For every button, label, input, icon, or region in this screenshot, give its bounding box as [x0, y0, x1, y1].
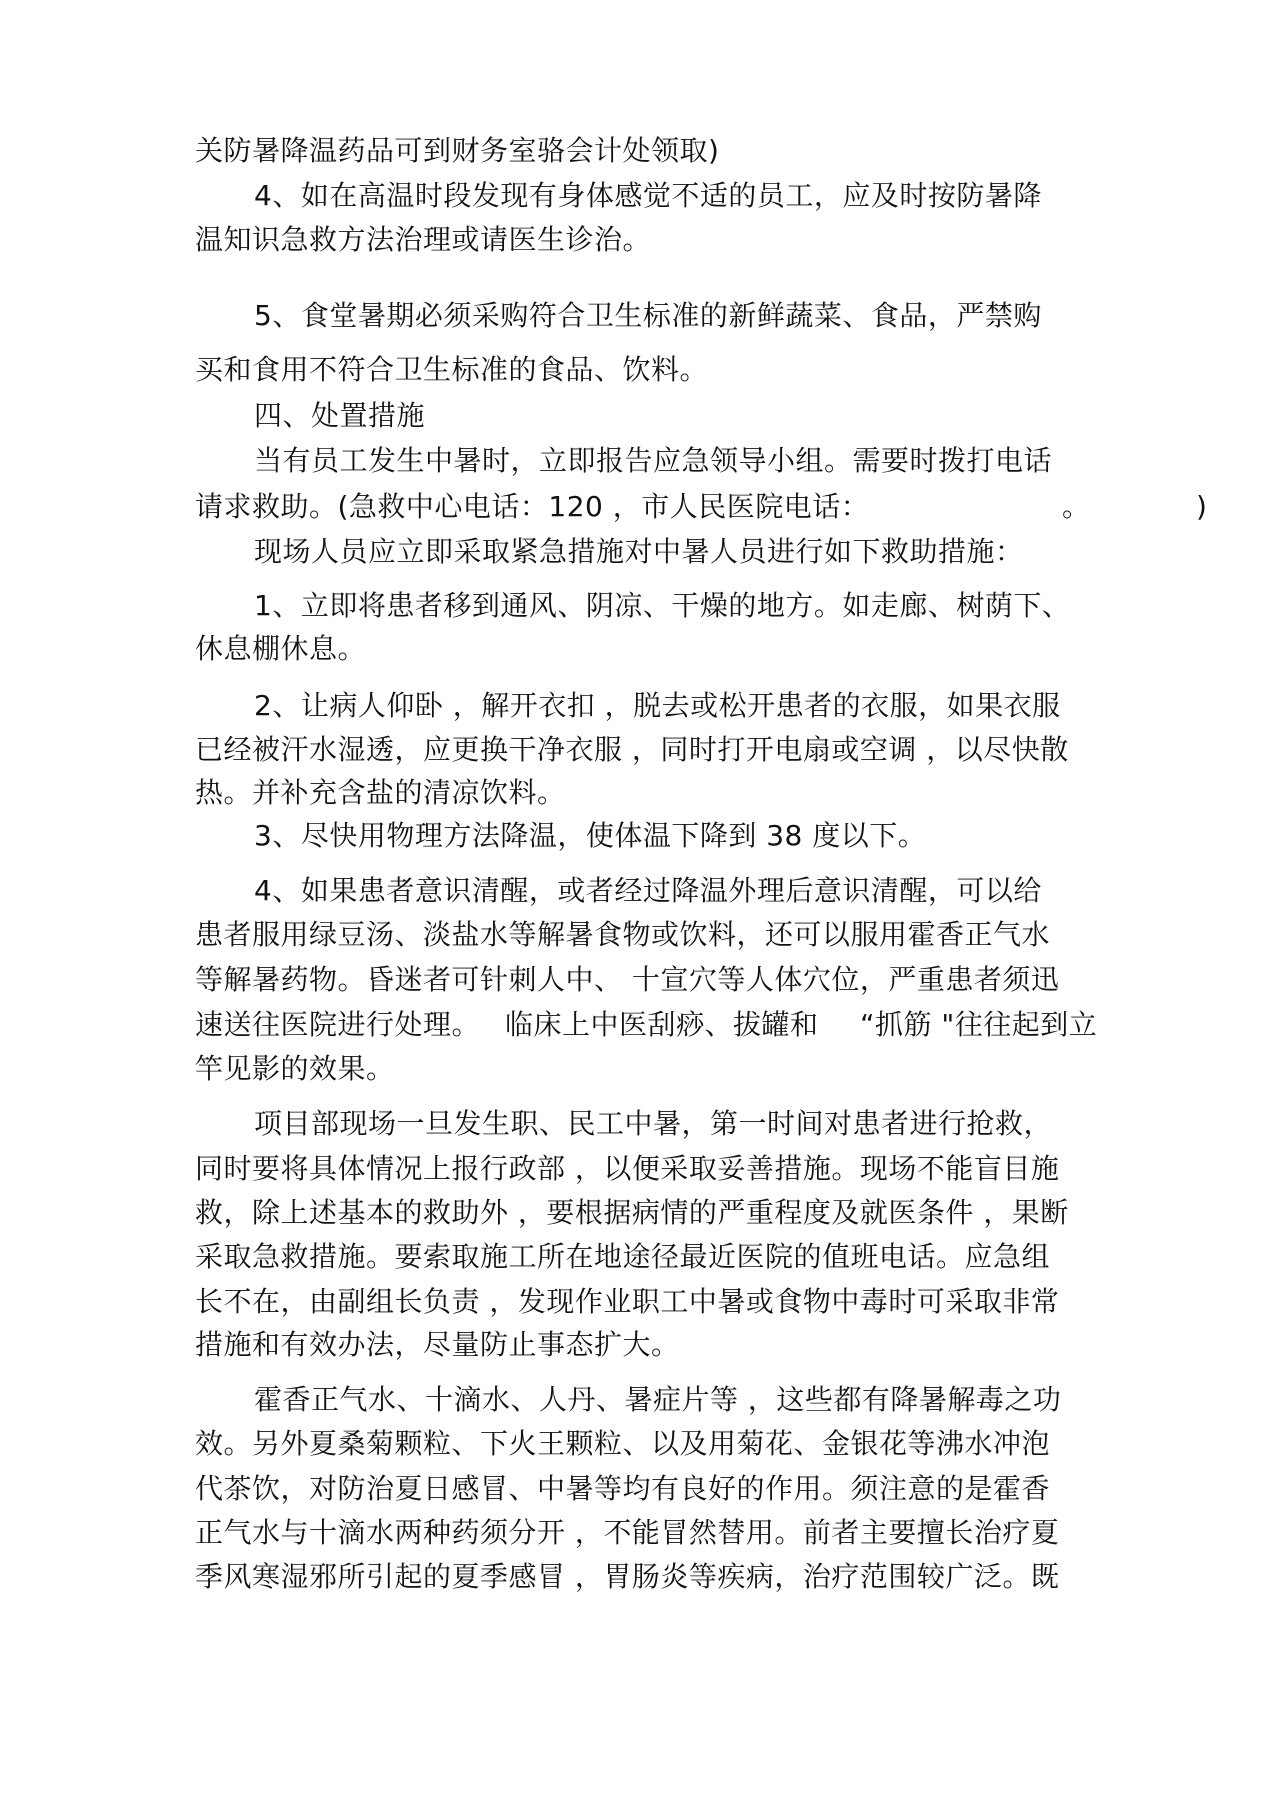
text-line: 5、食堂暑期必须采购符合卫生标准的新鲜蔬菜、食品，严禁购	[254, 299, 1042, 332]
text-line: 季风寒湿邪所引起的夏季感冒 ，胃肠炎等疾病，治疗范围较广泛。既	[195, 1560, 1060, 1593]
section-heading: 四、处置措施	[254, 399, 426, 432]
text-line: 同时要将具体情况上报行政部 ，以便采取妥善措施。现场不能盲目施	[195, 1152, 1060, 1185]
text-line: 。	[1062, 490, 1091, 523]
text-line: 1、立即将患者移到通风、阴凉、干燥的地方。如走廊、树荫下、	[254, 589, 1071, 622]
text-line: 代茶饮，对防治夏日感冒、中暑等均有良好的作用。须注意的是霍香	[195, 1472, 1051, 1505]
text-line: 患者服用绿豆汤、淡盐水等解暑食物或饮料，还可以服用霍香正气水	[195, 918, 1051, 951]
text-line: 霍香正气水、十滴水、人丹、暑症片等 ，这些都有降暑解毒之功	[254, 1383, 1062, 1416]
text-line: 项目部现场一旦发生职、民工中暑，第一时间对患者进行抢救，	[254, 1107, 1053, 1140]
text-line: 长不在，由副组长负责 ，发现作业职工中暑或食物中毒时可采取非常	[195, 1285, 1060, 1318]
text-line: 临床上中医刮痧、拔罐和	[505, 1008, 819, 1041]
text-line: 热。并补充含盐的清凉饮料。	[195, 776, 566, 809]
text-line: 采取急救措施。要索取施工所在地途径最近医院的值班电话。应急组	[195, 1240, 1051, 1273]
text-line: 关防暑降温药品可到财务室骆会计处领取)	[195, 134, 720, 167]
text-line: 4、如果患者意识清醒，或者经过降温外理后意识清醒，可以给	[254, 874, 1042, 907]
text-line: 买和食用不符合卫生标准的食品、饮料。	[195, 353, 709, 386]
text-line: 当有员工发生中暑时，立即报告应急领导小组。需要时拨打电话	[254, 444, 1053, 477]
text-line: “抓筋 "往往起到立	[860, 1008, 1098, 1041]
text-line: 温知识急救方法治理或请医生诊治。	[195, 223, 652, 256]
text-line: 速送往医院进行处理。	[195, 1008, 481, 1041]
text-line: 4、如在高温时段发现有身体感觉不适的员工，应及时按防暑降	[254, 179, 1042, 212]
text-line: 救，除上述基本的救助外 ，要根据病情的严重程度及就医条件 ，果断	[195, 1196, 1069, 1229]
text-line: 休息棚休息。	[195, 632, 367, 665]
text-line: 2、让病人仰卧 ，解开衣扣 ，脱去或松开患者的衣服，如果衣服	[254, 689, 1061, 722]
text-line: )	[1196, 490, 1208, 523]
text-line: 措施和有效办法，尽量防止事态扩大。	[195, 1328, 680, 1361]
text-line: 等解暑药物。昏迷者可针刺人中、 十宣穴等人体穴位，严重患者须迅	[195, 963, 1060, 996]
text-line: 已经被汗水湿透，应更换干净衣服 ，同时打开电扇或空调 ，以尽快散	[195, 733, 1069, 766]
text-line: 请求救助。(急救中心电话：120 ，市人民医院电话：	[195, 490, 870, 523]
text-line: 正气水与十滴水两种药须分开 ，不能冒然替用。前者主要擅长治疗夏	[195, 1516, 1060, 1549]
text-line: 效。另外夏桑菊颗粒、下火王颗粒、以及用菊花、金银花等沸水冲泡	[195, 1427, 1051, 1460]
text-line: 竿见影的效果。	[195, 1052, 395, 1085]
text-line: 3、尽快用物理方法降温，使体温下降到 38 度以下。	[254, 819, 927, 852]
text-line: 现场人员应立即采取紧急措施对中暑人员进行如下救助措施：	[254, 535, 1024, 568]
